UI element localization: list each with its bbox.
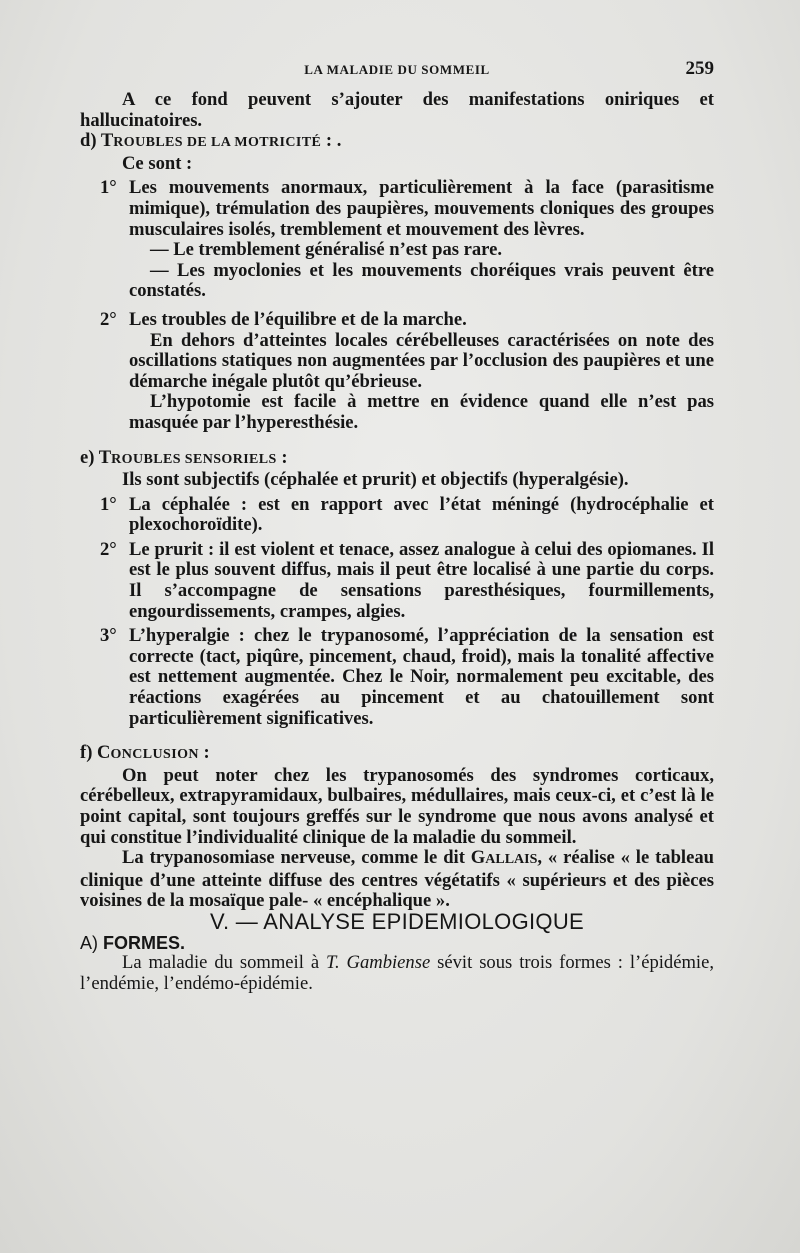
heading-suffix: : <box>198 742 210 764</box>
item-text: Le prurit : il est violent et tenace, assez analogue à celui des opiomanes. Il est le plus souvent diffus, mais il peut être localisé à une partie du corps. Il s’accompagne de sensations paresthésiques, fourmillements, engourdissements, crampes, algies. <box>129 538 714 622</box>
page-number: 259 <box>685 58 714 79</box>
item-text: La céphalée : est en rapport avec l’état méningé (hydrocéphalie et plexochoroïdite). <box>129 493 714 536</box>
species-name: T. Gambiense <box>326 952 431 974</box>
item-number: 1° <box>100 493 117 515</box>
list-item <box>80 178 714 302</box>
item-number: 2° <box>100 308 117 330</box>
heading-troubles-sensoriels <box>80 448 714 471</box>
subsection-letter: A) <box>80 932 98 953</box>
section-title: V. — ANALYSE EPIDEMIOLOGIQUE <box>210 908 584 934</box>
item-number: 2° <box>100 538 117 560</box>
item-subpoint: — Le tremblement généralisé n’est pas rare. <box>150 239 502 261</box>
heading-suffix: : . <box>321 130 342 152</box>
heading-letter: d) <box>80 130 97 152</box>
lead-paragraph: Ils sont subjectifs (céphalée et prurit) et objectifs (hyperalgésie). <box>122 469 629 491</box>
subsection-heading <box>80 933 714 954</box>
item-paragraph: En dehors d’atteintes locales cérébelleuses caractérisées on note des oscillations statiques non augmentées par l’occlusion des paupières et une démarche inégale plutôt qu’ébrieuse. <box>129 329 714 392</box>
item-text: Les troubles de l’équilibre et de la marche. <box>129 308 467 330</box>
quote-before: La trypanosomiase nerveuse, comme le dit <box>122 847 471 869</box>
item-paragraph: L’hypotomie est facile à mettre en évidence quand elle n’est pas masquée par l’hyperesthésie. <box>129 391 714 433</box>
formes-before: La maladie du sommeil à <box>122 952 327 974</box>
item-text: L’hyperalgie : chez le trypanosomé, l’appréciation de la sensation est correcte (tact, piqûre, pincement, chaud, froid), mais la tonalité affective est nettement augmentée. Chez le Noir, normalement peu excitable, des réactions exagérées au pincement et au chatouillement sont particulièrement significatives. <box>129 625 714 729</box>
running-title: LA MALADIE DU SOMMEIL <box>304 62 490 77</box>
list-item <box>80 310 714 434</box>
conclusion-paragraph: On peut noter chez les trypanosomés des syndromes corticaux, cérébelleux, extrapyramidaux, bulbaires, médullaires, mais ceux-ci, et c’est là le point capital, sont toujours greffés sur le syndrome que nous avons analysé et qui constitue l’individualité clinique de la maladie du sommeil. <box>80 764 714 848</box>
heading-troubles-motricite <box>80 131 714 154</box>
formes-after: sévit sous trois formes : l’épidémie, l’endémie, l’endémo-épidémie. <box>80 952 714 994</box>
list-item <box>80 626 714 729</box>
page-content <box>80 90 714 994</box>
item-subpoint: — Les myoclonies et les mouvements choréiques vrais peuvent être constatés. <box>129 259 714 302</box>
heading-rest: ROUBLES DE LA MOTRICITÉ <box>113 135 322 151</box>
list-item <box>80 540 714 622</box>
quote-after: , « réalise « le tableau clinique d’une atteinte diffuse des centres végétatifs « supérieurs et des pièces voisines de la mosaïque pale- « encéphalique ». <box>80 847 714 912</box>
heading-letter: f) <box>80 742 93 764</box>
subsection-title: FORMES. <box>103 932 186 953</box>
author-rest: ALLAIS <box>485 852 538 868</box>
formes-paragraph <box>80 953 714 994</box>
heading-cap: T <box>98 446 112 468</box>
heading-cap: C <box>97 742 111 764</box>
intro-paragraph: A ce fond peuvent s’ajouter des manifestations oniriques et hallucinatoires. <box>80 89 714 131</box>
heading-cap: T <box>100 130 114 152</box>
heading-letter: e) <box>80 446 95 468</box>
conclusion-quote-paragraph <box>80 848 714 912</box>
item-number: 1° <box>100 177 117 199</box>
running-head <box>80 58 714 82</box>
list-item <box>80 495 714 536</box>
lead-paragraph: Ce sont : <box>122 152 193 174</box>
heading-suffix: : <box>276 446 288 468</box>
heading-rest: ONCLUSION <box>110 747 199 763</box>
item-number: 3° <box>100 625 117 647</box>
heading-conclusion <box>80 743 714 766</box>
author-cap: G <box>470 847 486 869</box>
item-text: Les mouvements anormaux, particulièrement à la face (parasitisme mimique), trémulation des paupières, mouvements cloniques des groupes musculaires isolés, tremblement et mouvement des lèvres. <box>129 177 714 240</box>
heading-rest: ROUBLES SENSORIELS <box>111 451 277 467</box>
